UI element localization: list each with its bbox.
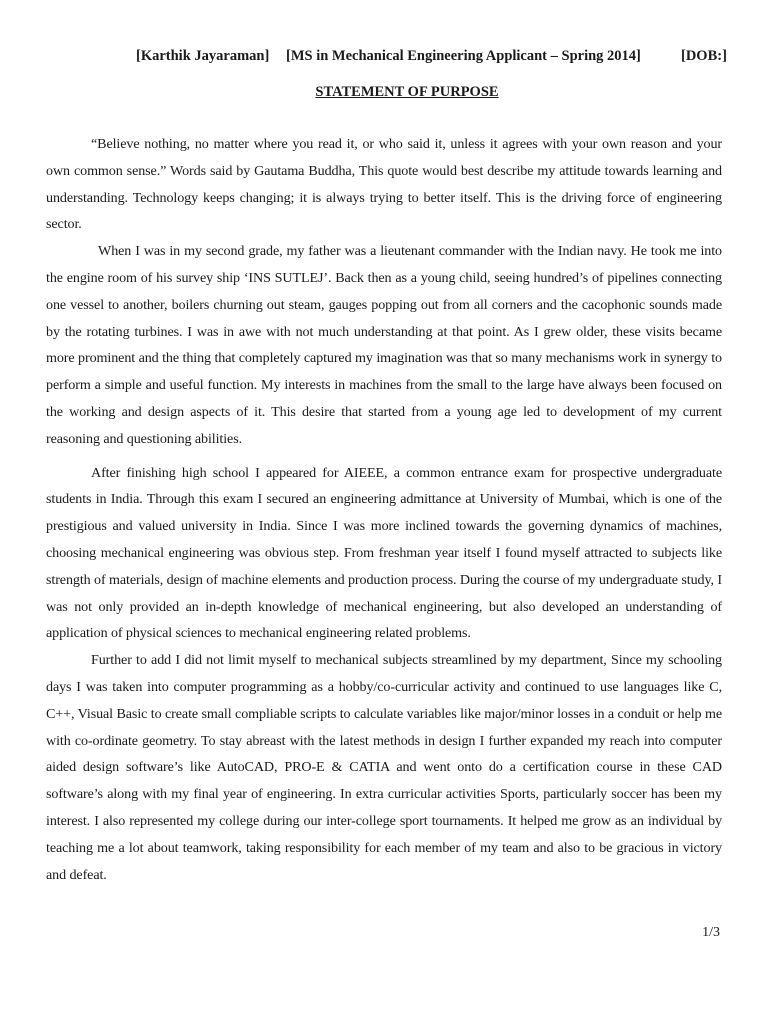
paragraph-quote: “Believe nothing, no matter where you read it, or who said it, unless it agrees with your own reason and your own common sense.” Words said by Gautama Buddha, This quote would best describe my attitude towards learning and understanding. Technology keeps changing; it is always trying to better itself. This is the driving force of engineering sector. — [46, 136, 722, 233]
applicant-name: [Karthik Jayaraman] — [136, 48, 270, 64]
page-number: 1/3 — [702, 925, 720, 940]
header — [0, 48, 768, 68]
paragraph-education: After finishing high school I appeared for AIEEE, a common entrance exam for prospective undergraduate students in India. Through this exam I secured an engineering admittance at University of Mumbai, which is one of the prestigious and valued university in India. Since I was more inclined towards the governing dynamics of machines, choosing mechanical engineering was obvious step. From freshman year itself I found myself attracted to subjects like strength of materials, design of machine elements and production process. During the course of my undergraduate study, I was not only provided an in-depth knowledge of mechanical engineering, but also developed an understanding of application of physical sciences to mechanical engineering related problems. — [46, 464, 722, 642]
program-applied: [MS in Mechanical Engineering Applicant – Spring 2014] — [286, 48, 641, 64]
paragraph-childhood: When I was in my second grade, my father was a lieutenant commander with the Indian navy. He took me into the engine room of his survey ship ‘INS SUTLEJ’. Back then as a young child, seeing hundred’s of pipelines connecting one vessel to another, boilers churning out steam, gauges popping out from all corners and the cacophonic sounds made by the rotating turbines. I was in awe with not much understanding at that point. As I grew older, these visits became more prominent and the thing that completely captured my imagination was that so many mechanisms work in synergy to perform a simple and useful function. My interests in machines from the small to the large have always been focused on the working and design aspects of it. This desire that started from a young age led to development of my current reasoning and questioning abilities. — [46, 243, 722, 447]
document-body — [46, 131, 722, 888]
paragraph-extracurricular: Further to add I did not limit myself to mechanical subjects streamlined by my department, Since my schooling days I was taken into computer programming as a hobby/co-curricular activity and continued to use languages like C, C++, Visual Basic to create small compliable scripts to calculate variables like major/minor losses in a conduit or help me with co-ordinate geometry. To stay abreast with the latest methods in design I further expanded my reach into computer aided design software’s like AutoCAD, PRO-E & CATIA and went onto do a certification course in these CAD software’s along with my final year of engineering. In extra curricular activities Sports, particularly soccer has been my interest. I also represented my college during our inter-college sport tournaments. It helped me grow as an individual by teaching me a lot about teamwork, taking responsibility for each member of my team and also to be gracious in victory and defeat. — [46, 652, 722, 883]
date-of-birth: [DOB:] — [681, 48, 727, 64]
document-title: STATEMENT OF PURPOSE — [315, 84, 499, 100]
